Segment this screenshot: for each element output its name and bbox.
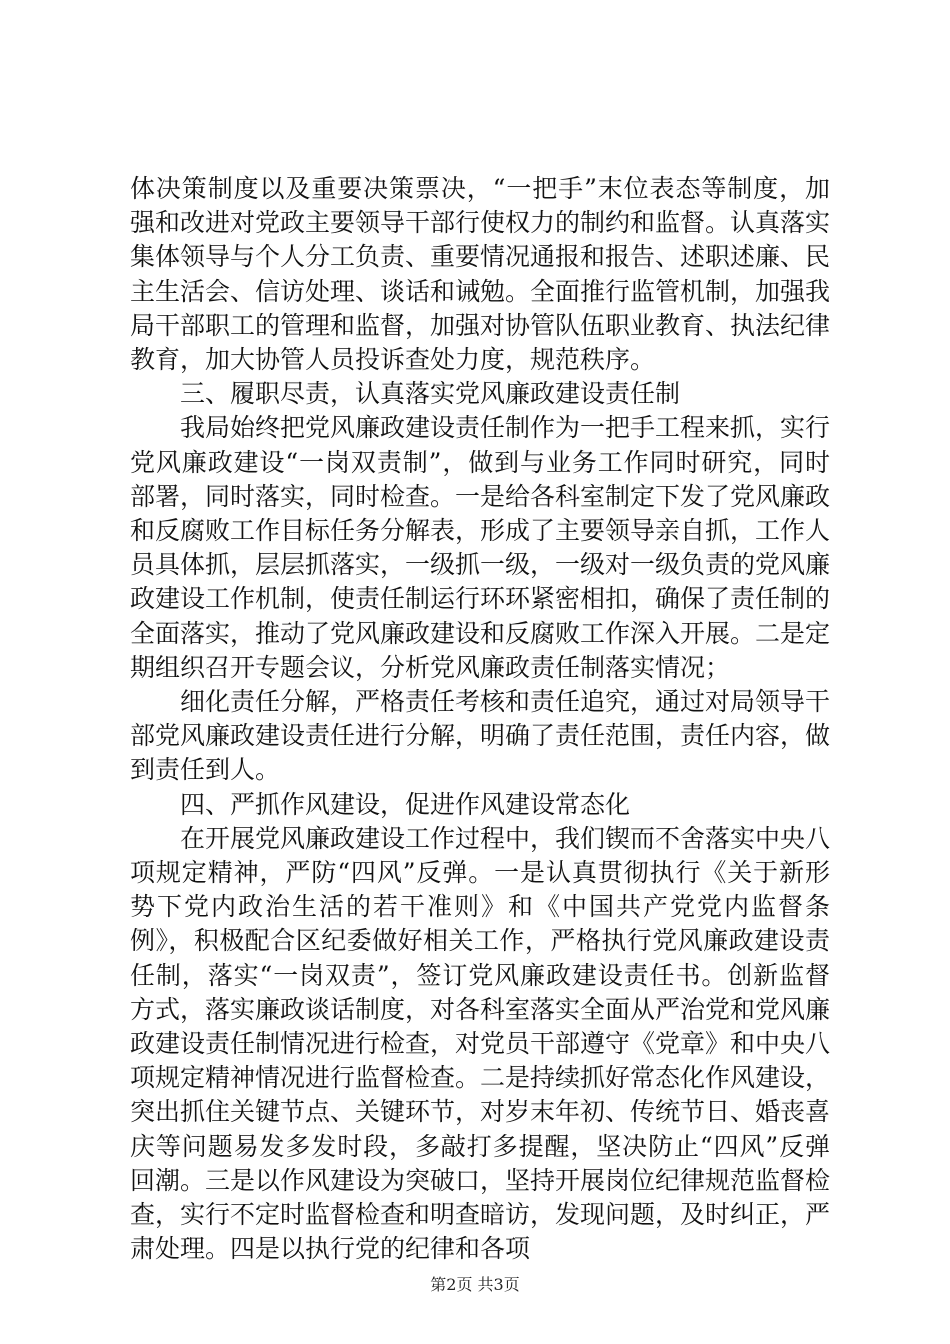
section-heading-4: 四、严抓作风建设，促进作风建设常态化 (180, 789, 631, 819)
paragraph-work-style: 在开展党风廉政建设工作过程中，我们锲而不舍落实中央八项规定精神，严防“四风”反弹。一是认真贯彻执行《关于新形势下党内政治生活的若干准则》和《中国共产党党内监督条例》，积极配合区纪委做好相关工作，严格执行党风廉政建设责任制，落实“一岗双责”，签订党风廉政建设责任书。创新监督方式，落实廉政谈话制度，对各科室落实全面从严治党和党风廉政建设责任制情况进行检查，对党员干部遵守《党章》和中央八项规定精神情况进行监督检查。二是持续抓好常态化作风建设，突出抓住关键节点、关键环节，对岁末年初、传统节日、婚丧喜庆等问题易发多发时段，多敲打多提醒，坚决防止“四风”反弹回潮。三是以作风建设为突破口，坚持开展岗位纪律规范监督检查，实行不定时监督检查和明查暗访，发现问题，及时纠正，严肃处理。四是以执行党的纪律和各项 (130, 823, 831, 1264)
paragraph-responsibility-detail: 细化责任分解，严格责任考核和责任追究，通过对局领导干部党风廉政建设责任进行分解，明确了责任范围，责任内容，做到责任到人。 (130, 687, 831, 785)
paragraph-continuation: 体决策制度以及重要决策票决，“一把手”末位表态等制度，加强和改进对党政主要领导干部行使权力的制约和监督。认真落实集体领导与个人分工负责、重要情况通报和报告、述职述廉、民主生活会、信访处理、谈话和诫勉。全面推行监管机制，加强我局干部职工的管理和监督，加强对协管队伍职业教育、执法纪律教育，加大协管人员投诉查处力度，规范秩序。 (130, 174, 831, 375)
section-heading-3: 三、履职尽责，认真落实党风廉政建设责任制 (180, 379, 681, 409)
paragraph-responsibility: 我局始终把党风廉政建设责任制作为一把手工程来抓，实行党风廉政建设“一岗双责制”，做到与业务工作同时研究，同时部署，同时落实，同时检查。一是给各科室制定下发了党风廉政和反腐败工作目标任务分解表，形成了主要领导亲自抓，工作人员具体抓，层层抓落实，一级抓一级，一级对一级负责的党风廉政建设工作机制，使责任制运行环环紧密相扣，确保了责任制的全面落实，推动了党风廉政建设和反腐败工作深入开展。二是定期组织召开专题会议，分析党风廉政责任制落实情况； (130, 413, 831, 682)
document-body (130, 172, 830, 1267)
page-number: 第2页 共3页 (430, 1275, 520, 1294)
page-footer (0, 1272, 950, 1295)
